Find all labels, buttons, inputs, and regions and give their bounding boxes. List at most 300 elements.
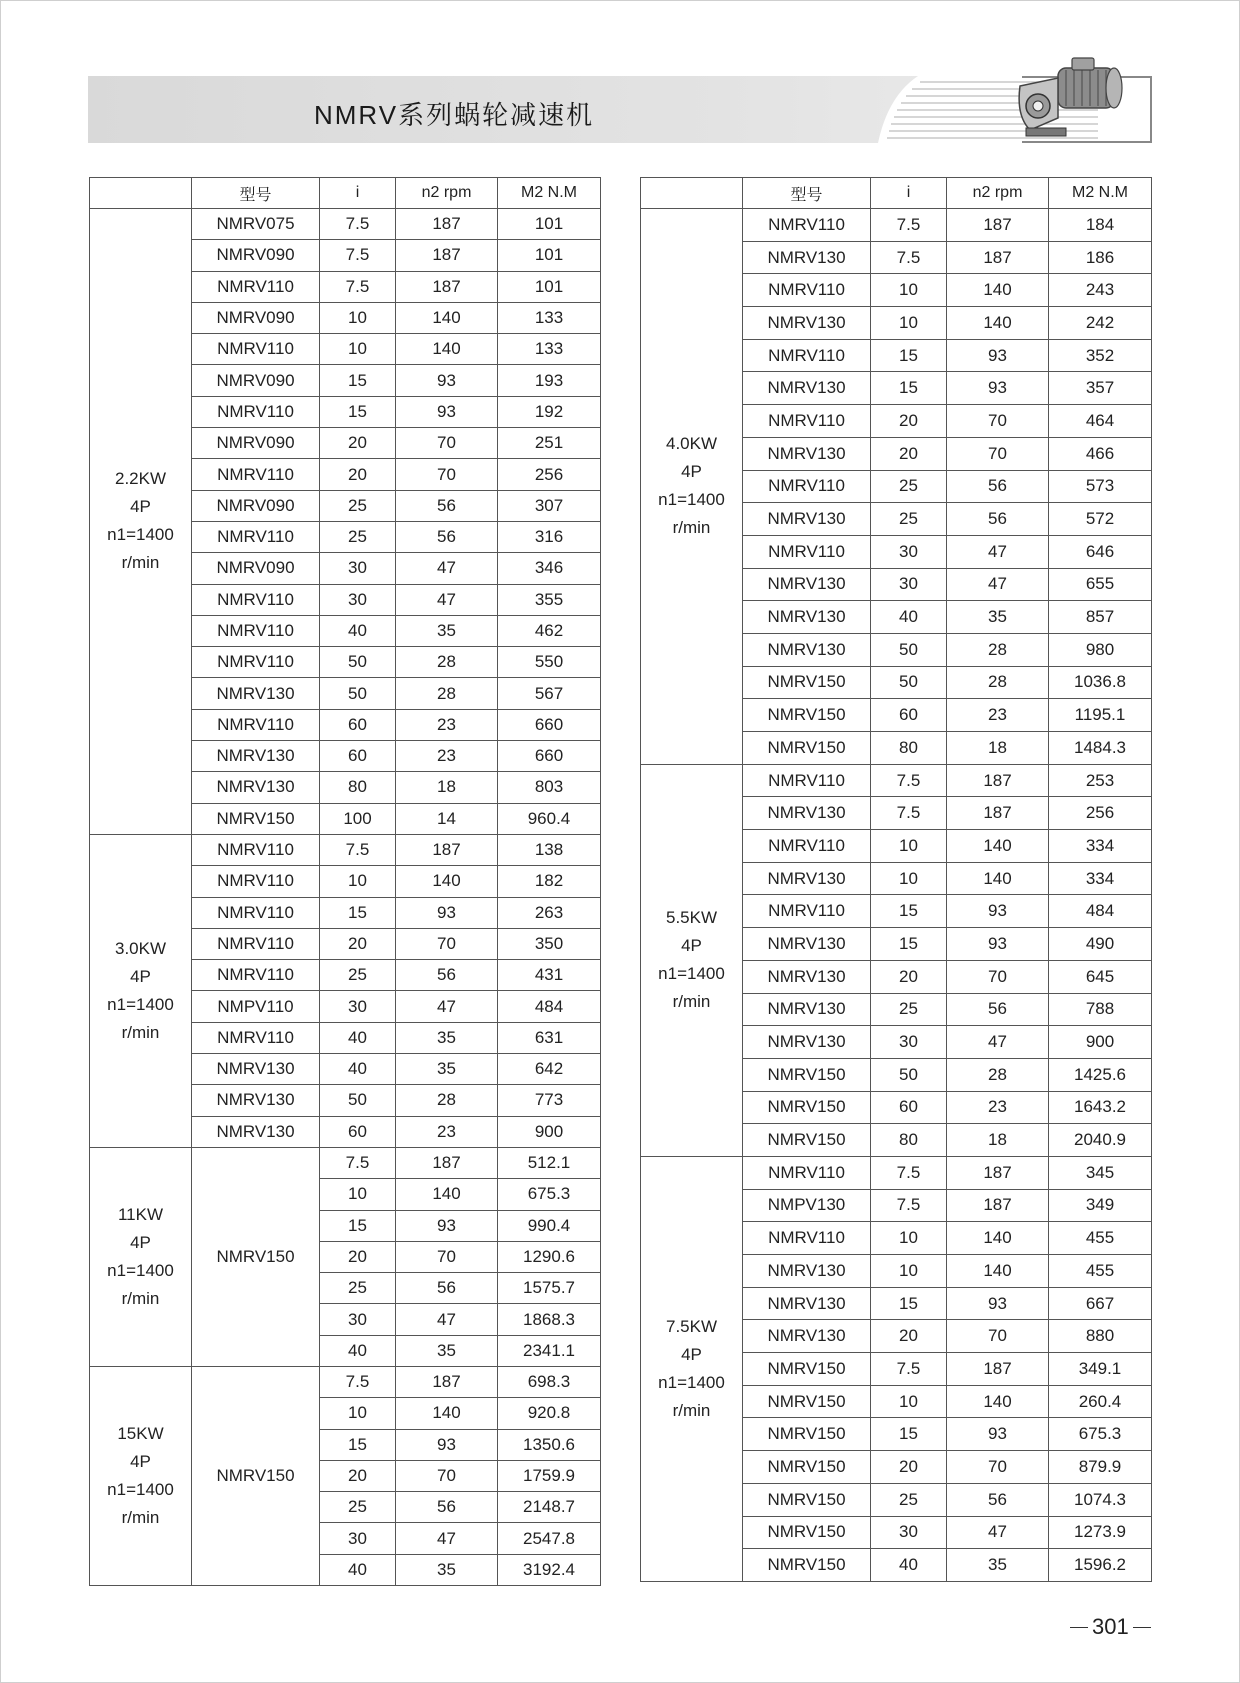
speed-cell: 187 <box>947 209 1049 242</box>
model-cell: NMRV110 <box>192 271 320 302</box>
torque-cell: 660 <box>498 741 601 772</box>
speed-cell: 35 <box>396 1022 498 1053</box>
torque-cell: 455 <box>1049 1222 1152 1255</box>
ratio-cell: 7.5 <box>871 1353 947 1386</box>
ratio-cell: 30 <box>871 1516 947 1549</box>
speed-cell: 187 <box>396 1147 498 1178</box>
torque-cell: 990.4 <box>498 1210 601 1241</box>
torque-cell: 184 <box>1049 209 1152 242</box>
model-cell: NMRV130 <box>743 1255 871 1288</box>
model-cell: NMPV130 <box>743 1189 871 1222</box>
model-cell: NMRV130 <box>743 960 871 993</box>
torque-cell: 980 <box>1049 633 1152 666</box>
model-cell: NMRV150 <box>743 1091 871 1124</box>
page-number-dash-left <box>1070 1627 1088 1628</box>
torque-cell: 138 <box>498 834 601 865</box>
torque-cell: 675.3 <box>498 1179 601 1210</box>
ratio-cell: 7.5 <box>871 209 947 242</box>
speed-cell: 56 <box>947 470 1049 503</box>
speed-cell: 56 <box>396 1492 498 1523</box>
ratio-cell: 40 <box>320 1022 396 1053</box>
motor-spec-cell <box>90 1147 192 1366</box>
model-cell: NMRV150 <box>743 1483 871 1516</box>
torque-cell: 133 <box>498 334 601 365</box>
torque-cell: 192 <box>498 396 601 427</box>
ratio-cell: 25 <box>320 960 396 991</box>
ratio-cell: 30 <box>320 1304 396 1335</box>
speed-cell: 28 <box>396 1085 498 1116</box>
ratio-cell: 15 <box>871 339 947 372</box>
model-cell: NMRV150 <box>743 699 871 732</box>
page-title: NMRV系列蜗轮减速机 <box>314 100 595 130</box>
ratio-cell: 10 <box>871 1222 947 1255</box>
ratio-cell: 15 <box>320 1210 396 1241</box>
ratio-cell: 25 <box>871 993 947 1026</box>
motor-unit: r/min <box>672 518 711 538</box>
ratio-cell: 15 <box>320 897 396 928</box>
speed-cell: 23 <box>947 699 1049 732</box>
torque-cell: 349 <box>1049 1189 1152 1222</box>
motor-poles: 4P <box>130 1452 151 1472</box>
torque-cell: 900 <box>498 1116 601 1147</box>
torque-cell: 484 <box>1049 895 1152 928</box>
torque-cell: 655 <box>1049 568 1152 601</box>
speed-cell: 187 <box>947 1353 1049 1386</box>
ratio-cell: 30 <box>320 553 396 584</box>
ratio-cell: 7.5 <box>871 797 947 830</box>
right-spec-table <box>640 177 1152 1582</box>
model-cell: NMRV110 <box>743 209 871 242</box>
motor-spec-cell <box>90 834 192 1147</box>
motor-power: 4.0KW <box>665 434 718 454</box>
torque-cell: 243 <box>1049 274 1152 307</box>
speed-cell: 35 <box>396 1335 498 1366</box>
torque-cell: 803 <box>498 772 601 803</box>
motor-speed: n1=1400 <box>658 964 725 984</box>
torque-cell: 355 <box>498 584 601 615</box>
header-model: 型号 <box>192 178 320 209</box>
motor-unit: r/min <box>672 992 711 1012</box>
ratio-cell: 10 <box>871 274 947 307</box>
speed-cell: 47 <box>947 1516 1049 1549</box>
model-cell: NMRV130 <box>743 1287 871 1320</box>
ratio-cell: 7.5 <box>871 764 947 797</box>
model-cell: NMRV110 <box>743 274 871 307</box>
speed-cell: 47 <box>396 584 498 615</box>
motor-unit: r/min <box>121 1288 160 1308</box>
model-cell: NMRV130 <box>192 678 320 709</box>
ratio-cell: 50 <box>320 647 396 678</box>
ratio-cell: 7.5 <box>320 209 396 240</box>
model-cell: NMRV110 <box>743 764 871 797</box>
speed-cell: 187 <box>947 1156 1049 1189</box>
speed-cell: 47 <box>947 568 1049 601</box>
ratio-cell: 20 <box>871 960 947 993</box>
speed-cell: 35 <box>947 1549 1049 1582</box>
model-cell: NMRV130 <box>192 1054 320 1085</box>
torque-cell: 334 <box>1049 830 1152 863</box>
motor-unit: r/min <box>121 1022 160 1042</box>
ratio-cell: 15 <box>320 396 396 427</box>
speed-cell: 70 <box>947 1320 1049 1353</box>
speed-cell: 140 <box>947 307 1049 340</box>
speed-cell: 23 <box>396 741 498 772</box>
torque-cell: 182 <box>498 866 601 897</box>
torque-cell: 490 <box>1049 928 1152 961</box>
table-row <box>90 1147 601 1178</box>
left-spec-table <box>89 177 601 1586</box>
model-cell: NMRV110 <box>743 535 871 568</box>
model-cell: NMRV110 <box>743 895 871 928</box>
speed-cell: 28 <box>396 647 498 678</box>
ratio-cell: 25 <box>320 521 396 552</box>
model-cell: NMRV075 <box>192 209 320 240</box>
model-cell: NMRV150 <box>743 1549 871 1582</box>
ratio-cell: 15 <box>871 895 947 928</box>
model-cell: NMRV110 <box>192 396 320 427</box>
ratio-cell: 20 <box>871 1320 947 1353</box>
ratio-cell: 7.5 <box>320 1147 396 1178</box>
ratio-cell: 20 <box>871 437 947 470</box>
model-cell: NMRV130 <box>192 772 320 803</box>
model-cell: NMRV130 <box>192 1085 320 1116</box>
ratio-cell: 10 <box>871 1385 947 1418</box>
torque-cell: 2341.1 <box>498 1335 601 1366</box>
speed-cell: 35 <box>396 1554 498 1585</box>
model-cell: NMRV130 <box>743 241 871 274</box>
speed-cell: 70 <box>947 405 1049 438</box>
torque-cell: 346 <box>498 553 601 584</box>
model-cell: NMRV090 <box>192 240 320 271</box>
model-cell: NMRV130 <box>743 1026 871 1059</box>
ratio-cell: 30 <box>871 568 947 601</box>
speed-cell: 35 <box>396 615 498 646</box>
model-cell: NMRV130 <box>743 797 871 830</box>
model-cell: NMRV150 <box>743 1353 871 1386</box>
torque-cell: 1195.1 <box>1049 699 1152 732</box>
ratio-cell: 30 <box>871 1026 947 1059</box>
torque-cell: 675.3 <box>1049 1418 1152 1451</box>
speed-cell: 187 <box>396 1366 498 1397</box>
ratio-cell: 20 <box>320 459 396 490</box>
model-cell: NMRV150 <box>743 1124 871 1157</box>
torque-cell: 186 <box>1049 241 1152 274</box>
ratio-cell: 40 <box>320 1054 396 1085</box>
model-cell: NMRV150 <box>192 803 320 834</box>
model-cell: NMRV110 <box>192 1022 320 1053</box>
motor-unit: r/min <box>672 1400 711 1420</box>
speed-cell: 187 <box>396 834 498 865</box>
model-cell: NMRV110 <box>192 834 320 865</box>
motor-poles: 4P <box>130 966 151 986</box>
ratio-cell: 20 <box>871 405 947 438</box>
torque-cell: 1290.6 <box>498 1241 601 1272</box>
torque-cell: 1425.6 <box>1049 1058 1152 1091</box>
model-cell: NMRV110 <box>743 830 871 863</box>
torque-cell: 1759.9 <box>498 1460 601 1491</box>
ratio-cell: 15 <box>871 372 947 405</box>
speed-cell: 140 <box>947 830 1049 863</box>
model-cell: NMRV130 <box>743 633 871 666</box>
ratio-cell: 60 <box>320 1116 396 1147</box>
torque-cell: 242 <box>1049 307 1152 340</box>
torque-cell: 431 <box>498 960 601 991</box>
speed-cell: 35 <box>396 1054 498 1085</box>
model-cell: NMRV130 <box>192 1116 320 1147</box>
model-cell: NMRV150 <box>192 1147 320 1366</box>
speed-cell: 18 <box>947 1124 1049 1157</box>
speed-cell: 56 <box>947 1483 1049 1516</box>
torque-cell: 857 <box>1049 601 1152 634</box>
ratio-cell: 7.5 <box>320 240 396 271</box>
model-cell: NMRV130 <box>743 601 871 634</box>
model-cell: NMRV110 <box>192 928 320 959</box>
torque-cell: 256 <box>498 459 601 490</box>
ratio-cell: 60 <box>320 741 396 772</box>
model-cell: NMRV110 <box>192 709 320 740</box>
model-cell: NMRV110 <box>192 615 320 646</box>
ratio-cell: 20 <box>320 428 396 459</box>
ratio-cell: 100 <box>320 803 396 834</box>
speed-cell: 28 <box>947 633 1049 666</box>
model-cell: NMRV110 <box>192 459 320 490</box>
motor-speed: n1=1400 <box>107 994 174 1014</box>
torque-cell: 642 <box>498 1054 601 1085</box>
page-number-text: 301 <box>1092 1614 1129 1639</box>
torque-cell: 660 <box>498 709 601 740</box>
ratio-cell: 7.5 <box>871 1189 947 1222</box>
ratio-cell: 60 <box>320 709 396 740</box>
speed-cell: 70 <box>396 1241 498 1272</box>
speed-cell: 187 <box>947 797 1049 830</box>
torque-cell: 1074.3 <box>1049 1483 1152 1516</box>
ratio-cell: 15 <box>871 1418 947 1451</box>
torque-cell: 462 <box>498 615 601 646</box>
model-cell: NMRV110 <box>743 339 871 372</box>
torque-cell: 455 <box>1049 1255 1152 1288</box>
model-cell: NMRV150 <box>743 1451 871 1484</box>
motor-power: 11KW <box>117 1204 164 1224</box>
ratio-cell: 15 <box>871 1287 947 1320</box>
torque-cell: 2040.9 <box>1049 1124 1152 1157</box>
torque-cell: 3192.4 <box>498 1554 601 1585</box>
speed-cell: 47 <box>396 1304 498 1335</box>
model-cell: NMRV130 <box>743 437 871 470</box>
speed-cell: 140 <box>396 334 498 365</box>
speed-cell: 47 <box>396 553 498 584</box>
speed-cell: 140 <box>947 274 1049 307</box>
speed-cell: 56 <box>947 503 1049 536</box>
model-cell: NMRV150 <box>743 1058 871 1091</box>
torque-cell: 316 <box>498 521 601 552</box>
model-cell: NMRV090 <box>192 553 320 584</box>
torque-cell: 2148.7 <box>498 1492 601 1523</box>
motor-spec-cell <box>641 1156 743 1581</box>
torque-cell: 101 <box>498 209 601 240</box>
speed-cell: 93 <box>396 396 498 427</box>
ratio-cell: 80 <box>871 1124 947 1157</box>
page-number <box>1070 1614 1151 1640</box>
ratio-cell: 25 <box>871 1483 947 1516</box>
speed-cell: 28 <box>396 678 498 709</box>
speed-cell: 93 <box>396 365 498 396</box>
model-cell: NMRV110 <box>192 647 320 678</box>
torque-cell: 550 <box>498 647 601 678</box>
model-cell: NMRV110 <box>743 405 871 438</box>
torque-cell: 193 <box>498 365 601 396</box>
speed-cell: 140 <box>947 1222 1049 1255</box>
ratio-cell: 50 <box>320 1085 396 1116</box>
model-cell: NMRV110 <box>743 1156 871 1189</box>
torque-cell: 879.9 <box>1049 1451 1152 1484</box>
header-output-torque: M2 N.M <box>1049 178 1152 209</box>
speed-cell: 140 <box>947 1385 1049 1418</box>
ratio-cell: 7.5 <box>320 834 396 865</box>
ratio-cell: 50 <box>320 678 396 709</box>
ratio-cell: 15 <box>871 928 947 961</box>
speed-cell: 140 <box>396 1398 498 1429</box>
speed-cell: 47 <box>396 1523 498 1554</box>
speed-cell: 70 <box>947 437 1049 470</box>
speed-cell: 93 <box>947 895 1049 928</box>
speed-cell: 93 <box>947 372 1049 405</box>
ratio-cell: 20 <box>871 1451 947 1484</box>
ratio-cell: 20 <box>320 1241 396 1272</box>
motor-poles: 4P <box>681 1344 702 1364</box>
ratio-cell: 10 <box>320 334 396 365</box>
speed-cell: 140 <box>396 866 498 897</box>
header-output-speed: n2 rpm <box>947 178 1049 209</box>
ratio-cell: 20 <box>320 1460 396 1491</box>
table-row <box>641 764 1152 797</box>
model-cell: NMRV150 <box>743 732 871 765</box>
model-cell: NMPV110 <box>192 991 320 1022</box>
speed-cell: 93 <box>947 339 1049 372</box>
torque-cell: 101 <box>498 240 601 271</box>
motor-poles: 4P <box>681 462 702 482</box>
ratio-cell: 15 <box>320 365 396 396</box>
header-group-cell <box>90 178 192 209</box>
torque-cell: 880 <box>1049 1320 1152 1353</box>
torque-cell: 631 <box>498 1022 601 1053</box>
speed-cell: 93 <box>396 897 498 928</box>
speed-cell: 47 <box>947 535 1049 568</box>
motor-power: 5.5KW <box>665 908 718 928</box>
speed-cell: 140 <box>396 302 498 333</box>
speed-cell: 56 <box>947 993 1049 1026</box>
torque-cell: 920.8 <box>498 1398 601 1429</box>
model-cell: NMRV110 <box>192 866 320 897</box>
model-cell: NMRV130 <box>743 993 871 1026</box>
speed-cell: 56 <box>396 521 498 552</box>
torque-cell: 1596.2 <box>1049 1549 1152 1582</box>
torque-cell: 345 <box>1049 1156 1152 1189</box>
speed-cell: 14 <box>396 803 498 834</box>
torque-cell: 350 <box>498 928 601 959</box>
speed-cell: 140 <box>396 1179 498 1210</box>
motor-spec-cell <box>641 764 743 1156</box>
torque-cell: 352 <box>1049 339 1152 372</box>
torque-cell: 646 <box>1049 535 1152 568</box>
ratio-cell: 10 <box>871 830 947 863</box>
speed-cell: 56 <box>396 960 498 991</box>
ratio-cell: 30 <box>320 1523 396 1554</box>
torque-cell: 1484.3 <box>1049 732 1152 765</box>
table-row <box>641 209 1152 242</box>
table-header-row <box>641 178 1152 209</box>
model-cell: NMRV110 <box>192 584 320 615</box>
ratio-cell: 30 <box>320 584 396 615</box>
speed-cell: 187 <box>396 209 498 240</box>
motor-speed: n1=1400 <box>658 1372 725 1392</box>
table-row <box>90 209 601 240</box>
table-row <box>90 834 601 865</box>
torque-cell: 466 <box>1049 437 1152 470</box>
speed-cell: 70 <box>947 960 1049 993</box>
model-cell: NMRV130 <box>192 741 320 772</box>
model-cell: NMRV110 <box>192 897 320 928</box>
speed-cell: 28 <box>947 1058 1049 1091</box>
motor-poles: 4P <box>130 497 151 517</box>
model-cell: NMRV090 <box>192 302 320 333</box>
header-output-torque: M2 N.M <box>498 178 601 209</box>
speed-cell: 187 <box>396 240 498 271</box>
model-cell: NMRV110 <box>192 334 320 365</box>
motor-poles: 4P <box>681 936 702 956</box>
model-cell: NMRV130 <box>743 928 871 961</box>
header-group-cell <box>641 178 743 209</box>
gear-motor-image <box>1010 56 1130 146</box>
speed-cell: 140 <box>947 862 1049 895</box>
speed-cell: 187 <box>396 271 498 302</box>
speed-cell: 187 <box>947 764 1049 797</box>
model-cell: NMRV130 <box>743 503 871 536</box>
speed-cell: 18 <box>947 732 1049 765</box>
speed-cell: 93 <box>947 928 1049 961</box>
speed-cell: 70 <box>396 1460 498 1491</box>
model-cell: NMRV150 <box>743 1385 871 1418</box>
torque-cell: 464 <box>1049 405 1152 438</box>
model-cell: NMRV150 <box>743 666 871 699</box>
ratio-cell: 50 <box>871 1058 947 1091</box>
torque-cell: 349.1 <box>1049 1353 1152 1386</box>
torque-cell: 645 <box>1049 960 1152 993</box>
model-cell: NMRV110 <box>192 960 320 991</box>
ratio-cell: 10 <box>871 1255 947 1288</box>
torque-cell: 253 <box>1049 764 1152 797</box>
torque-cell: 256 <box>1049 797 1152 830</box>
speed-cell: 187 <box>947 241 1049 274</box>
ratio-cell: 40 <box>871 601 947 634</box>
model-cell: NMRV110 <box>743 470 871 503</box>
torque-cell: 1575.7 <box>498 1273 601 1304</box>
speed-cell: 47 <box>396 991 498 1022</box>
motor-speed: n1=1400 <box>107 1480 174 1500</box>
motor-speed: n1=1400 <box>107 525 174 545</box>
torque-cell: 307 <box>498 490 601 521</box>
header-ratio: i <box>871 178 947 209</box>
model-cell: NMRV150 <box>743 1516 871 1549</box>
torque-cell: 334 <box>1049 862 1152 895</box>
ratio-cell: 80 <box>871 732 947 765</box>
page-header <box>88 76 1152 143</box>
model-cell: NMRV150 <box>743 1418 871 1451</box>
model-cell: NMRV110 <box>192 521 320 552</box>
torque-cell: 698.3 <box>498 1366 601 1397</box>
speed-cell: 93 <box>396 1429 498 1460</box>
speed-cell: 93 <box>947 1287 1049 1320</box>
torque-cell: 667 <box>1049 1287 1152 1320</box>
